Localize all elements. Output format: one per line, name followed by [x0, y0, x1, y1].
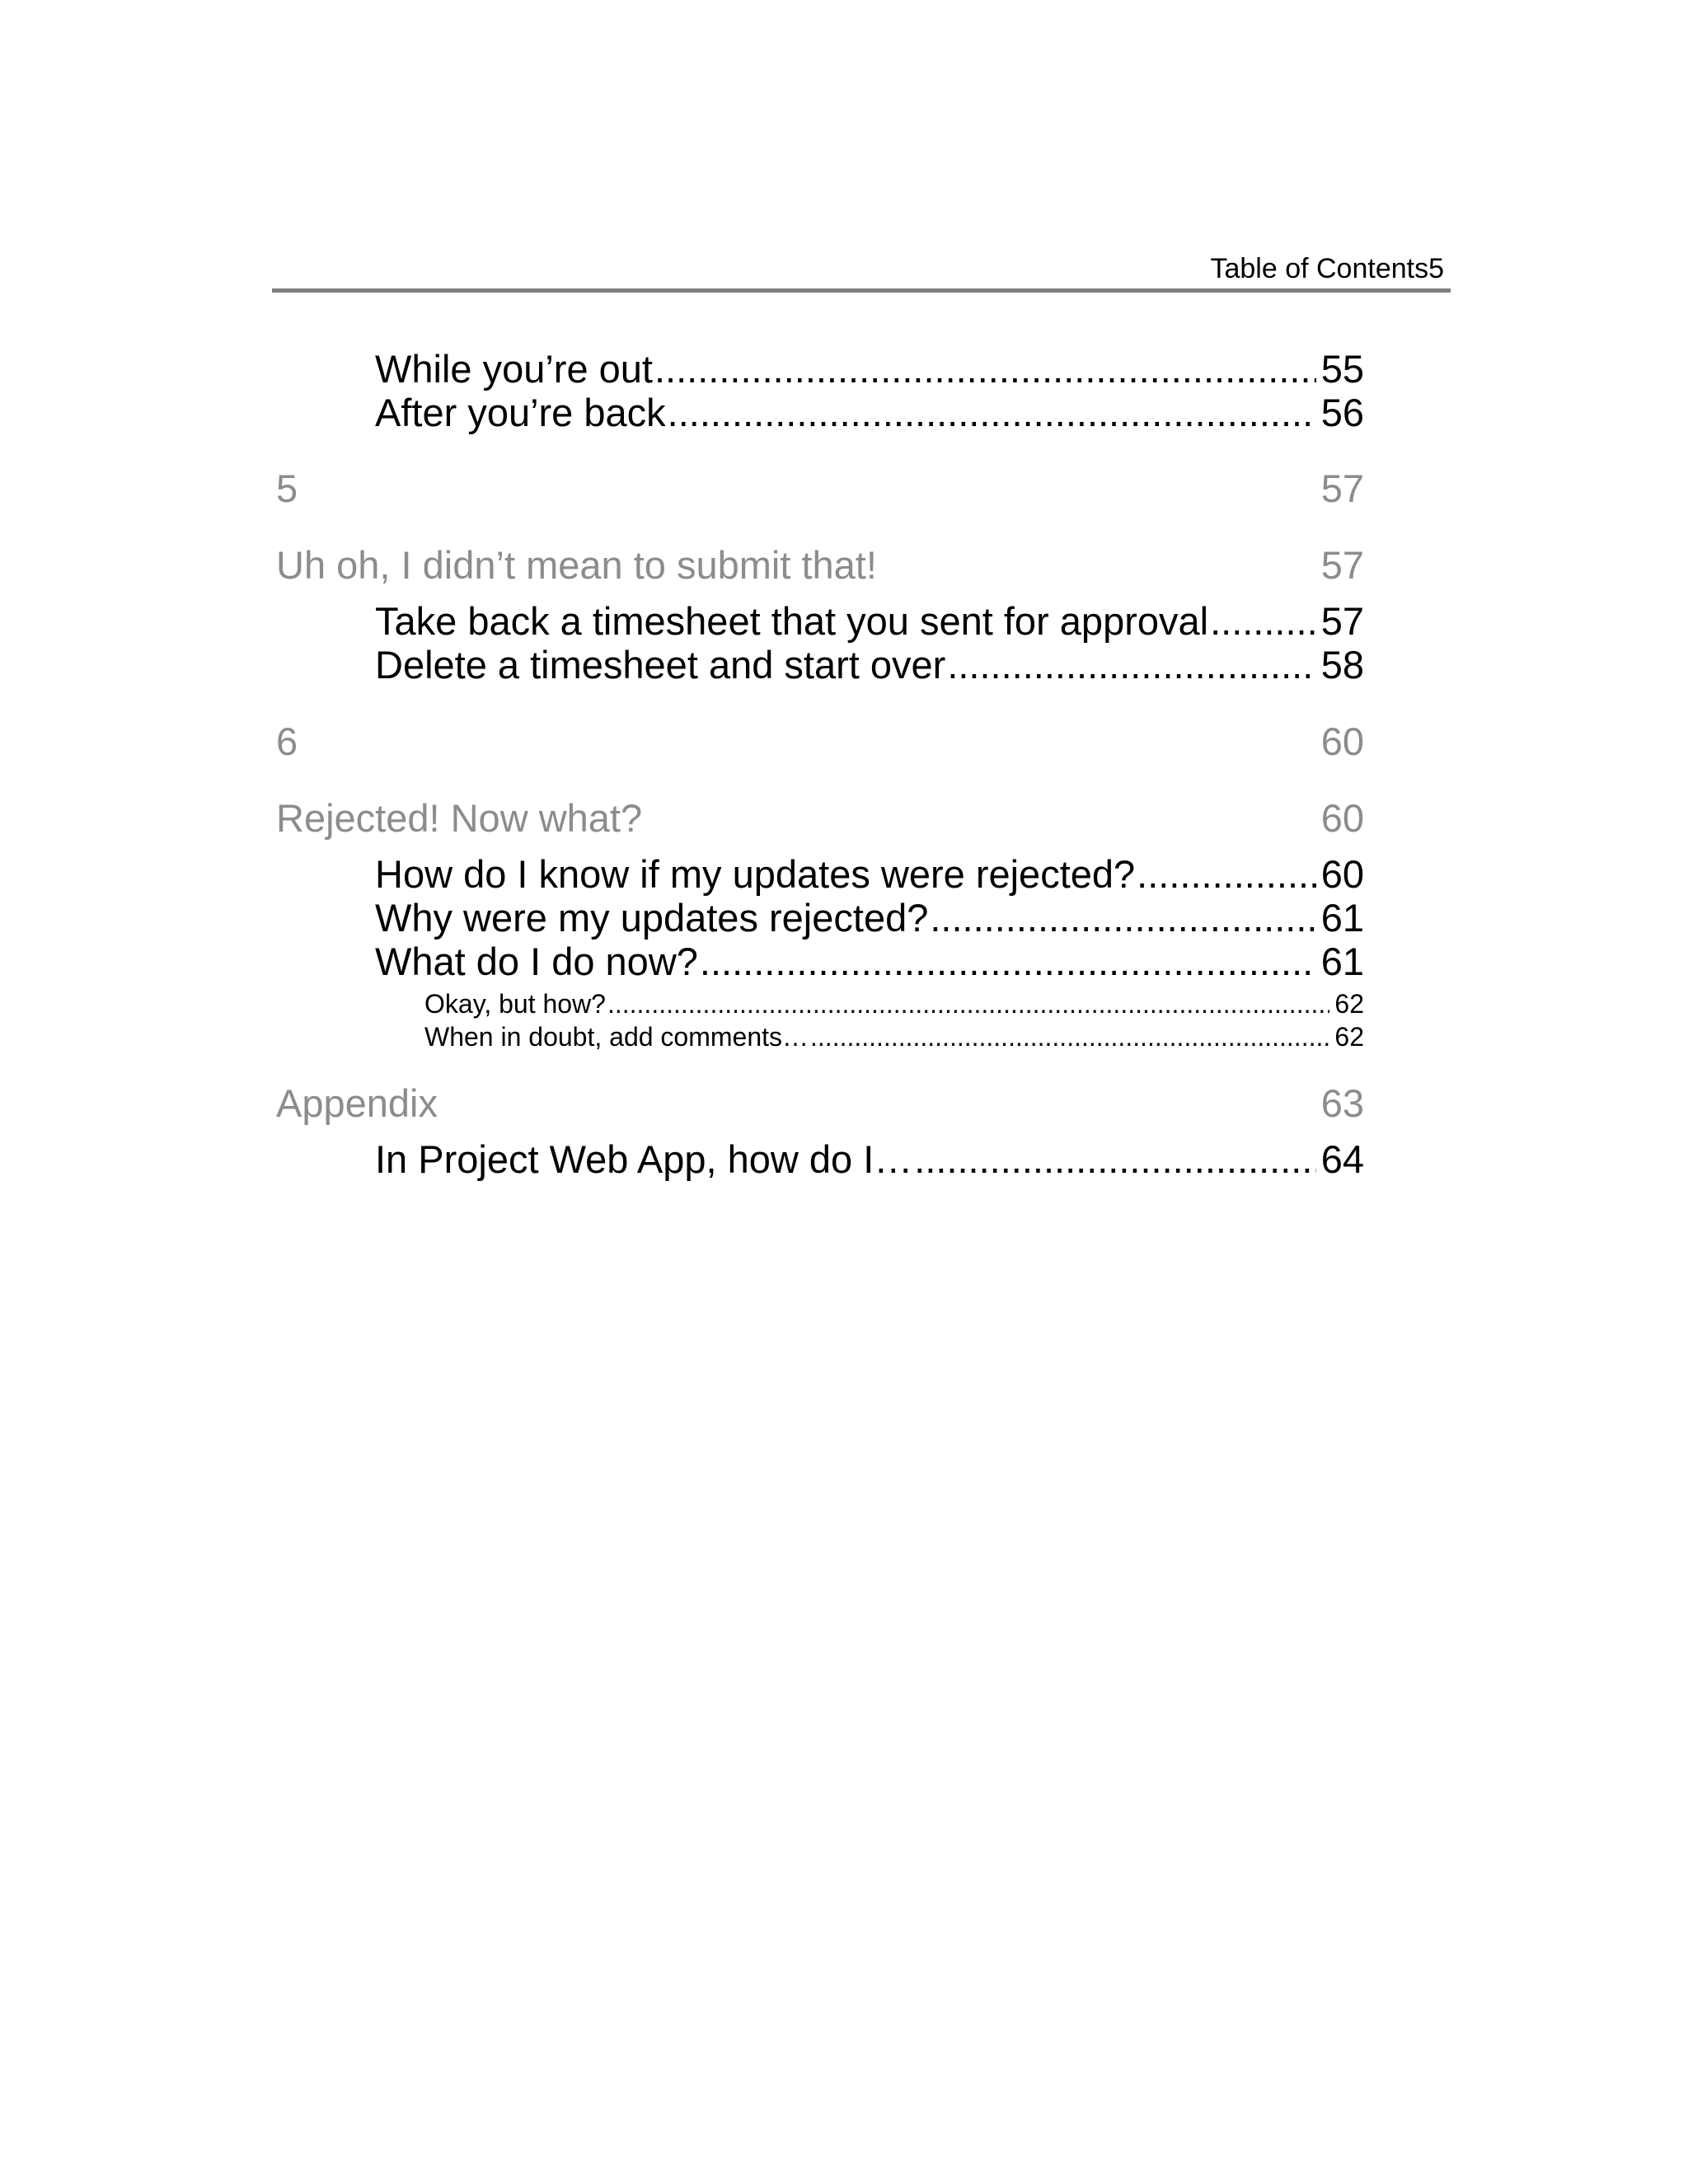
toc-subentry[interactable] [424, 987, 1364, 1020]
toc-entry-label: In Project Web App, how do I… [375, 1137, 913, 1181]
toc-entry[interactable] [375, 391, 1364, 435]
toc-subentry[interactable] [424, 1020, 1364, 1053]
toc-entry[interactable] [375, 643, 1364, 687]
toc-entry-label: How do I know if my updates were rejected? [375, 852, 1136, 896]
dot-leader [607, 987, 1329, 1020]
toc-chapter-label: Appendix [276, 1081, 438, 1125]
dot-leader [654, 347, 1316, 391]
toc-subentry-page: 62 [1334, 1022, 1364, 1052]
toc-chapter-number[interactable] [276, 719, 1364, 764]
toc-entry-page: 58 [1320, 643, 1364, 687]
toc-entry-label: Take back a timesheet that you sent for approval [375, 599, 1209, 643]
toc-entry-label: While you’re out [375, 347, 653, 391]
dot-leader [810, 1020, 1329, 1053]
toc-entry-page: 55 [1320, 347, 1364, 391]
toc-entry-label: Delete a timesheet and start over [375, 643, 946, 687]
toc-chapter-label: 6 [276, 719, 298, 763]
toc-entry-label: After you’re back [375, 391, 666, 434]
toc-chapter-page: 60 [1320, 719, 1364, 763]
toc-chapter-number[interactable] [276, 466, 1364, 511]
toc-entry[interactable] [375, 1137, 1364, 1182]
toc-chapter-page: 63 [1320, 1081, 1364, 1125]
toc-subentry-label: Okay, but how? [424, 989, 606, 1019]
toc-chapter-title[interactable] [276, 543, 1364, 588]
dot-leader [668, 391, 1316, 435]
toc-chapter-page: 57 [1320, 466, 1364, 510]
toc-appendix[interactable] [276, 1081, 1364, 1126]
toc-entry-label: What do I do now? [375, 940, 698, 983]
toc-entry-page: 60 [1320, 852, 1364, 896]
dot-leader [1137, 852, 1316, 897]
toc-chapter-label: 5 [276, 466, 298, 510]
toc-entry-page: 57 [1320, 599, 1364, 643]
toc-chapter-label: Rejected! Now what? [276, 796, 643, 840]
toc-entry-page: 64 [1320, 1137, 1364, 1181]
toc-entry-page: 61 [1320, 940, 1364, 983]
toc-entry[interactable] [375, 852, 1364, 897]
toc-entry-page: 56 [1320, 391, 1364, 434]
toc-entry-page: 61 [1320, 896, 1364, 940]
toc-entry[interactable] [375, 940, 1364, 984]
dot-leader [930, 896, 1315, 940]
toc-entry[interactable] [375, 599, 1364, 644]
toc-subentry-page: 62 [1334, 989, 1364, 1019]
running-header-title: Table of Contents5 [1210, 253, 1444, 284]
toc-chapter-page: 57 [1320, 543, 1364, 587]
toc-subentry-label: When in doubt, add comments… [424, 1022, 809, 1052]
dot-leader [700, 940, 1316, 984]
toc-chapter-label: Uh oh, I didn’t mean to submit that! [276, 543, 877, 587]
toc-entry[interactable] [375, 896, 1364, 940]
dot-leader [947, 643, 1315, 687]
toc-chapter-page: 60 [1320, 796, 1364, 840]
toc-entry[interactable] [375, 347, 1364, 391]
dot-leader [914, 1137, 1315, 1182]
toc-chapter-title[interactable] [276, 796, 1364, 841]
dot-leader [1210, 599, 1316, 644]
toc-entry-label: Why were my updates rejected? [375, 896, 929, 940]
